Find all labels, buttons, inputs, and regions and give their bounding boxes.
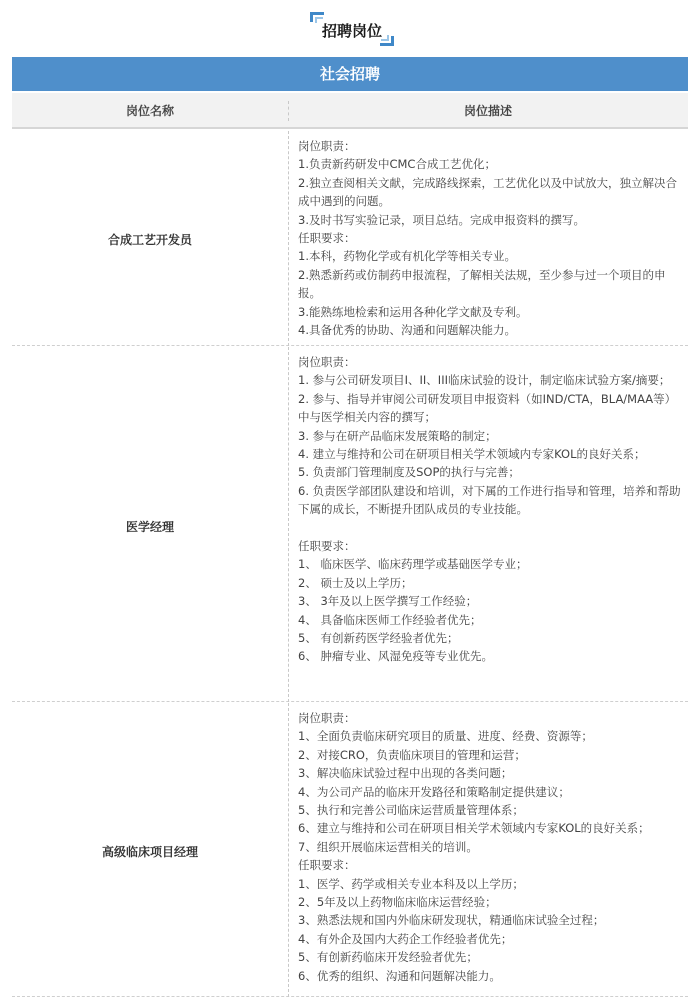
desc-line: 6、优秀的组织、沟通和问题解决能力。 — [298, 968, 501, 983]
desc-line: 1、全面负责临床研究项目的质量、进度、经费、资源等； — [298, 729, 593, 744]
desc-line: 5、执行和完善公司临床运营质量管理体系； — [298, 803, 524, 818]
section-title: 招聘岗位 — [321, 22, 382, 40]
desc-line: 6、建立与维持和公司在研项目相关学术领域内专家KOL的良好关系； — [298, 821, 650, 836]
desc-line: 任职要求： — [298, 539, 356, 554]
desc-line: 2、对接CRO，负责临床项目的管理和运营； — [298, 747, 526, 762]
section-title-block — [0, 8, 700, 48]
desc-line: 1.本科，药物化学或有机化学等相关专业。 — [298, 249, 516, 264]
table-header — [12, 93, 688, 129]
desc-line: 3、熟悉法规和国内外临床研发现状，精通临床试验全过程； — [298, 913, 605, 928]
table-row — [12, 131, 688, 346]
job-description — [298, 709, 686, 985]
social-recruitment-banner: 社会招聘 — [12, 57, 688, 91]
desc-line: 任职要求： — [298, 858, 356, 873]
desc-line: 2.熟悉新药或仿制药申报流程，了解相关法规，至少参与过一个项目的申报。 — [298, 267, 666, 301]
corner-bracket-icon — [381, 35, 389, 41]
job-description — [298, 137, 686, 339]
desc-line: 4、 具备临床医师工作经验者优先； — [298, 612, 482, 627]
column-divider — [288, 703, 289, 997]
desc-line: 岗位职责： — [298, 355, 356, 369]
job-title: 合成工艺开发员 — [107, 233, 192, 247]
table-row — [12, 347, 688, 702]
desc-line: 1、医学、药学或相关专业本科及以上学历； — [298, 876, 524, 891]
desc-line: 7、组织开展临床运营相关的培训。 — [298, 839, 478, 854]
column-divider — [288, 347, 289, 702]
job-title: 医学经理 — [125, 520, 174, 534]
desc-line: 2、 硕士及以上学历； — [298, 575, 413, 590]
desc-line: 2.独立查阅相关文献，完成路线探索，工艺优化以及中试放大，独立解决合成中遇到的问题。 — [298, 175, 677, 209]
desc-line: 3.及时书写实验记录，项目总结。完成申报资料的撰写。 — [298, 212, 585, 227]
desc-line: 岗位职责： — [298, 139, 356, 153]
desc-line: 5、 有创新药医学经验者优先； — [298, 631, 459, 646]
desc-line: 1. 参与公司研发项目I、II、III临床试验的设计，制定临床试验方案/摘要； — [298, 373, 671, 388]
desc-line: 3.能熟练地检索和运用各种化学文献及专利。 — [298, 304, 528, 319]
desc-line: 1.负责新药研发中CMC合成工艺优化； — [298, 157, 496, 172]
desc-line: 岗位职责： — [298, 711, 356, 725]
desc-line: 4、为公司产品的临床开发路径和策略制定提供建议； — [298, 784, 570, 799]
title-frame — [310, 12, 394, 46]
column-divider — [288, 131, 289, 346]
desc-spacer — [298, 519, 686, 537]
table-row — [12, 703, 688, 997]
desc-line: 1、 临床医学、临床药理学或基础医学专业； — [298, 557, 528, 572]
desc-line: 6、 肿瘤专业、风湿免疫等专业优先。 — [298, 649, 493, 664]
desc-line: 2、5年及以上药物临床临床运营经验； — [298, 895, 497, 910]
desc-line: 4.具备优秀的协助、沟通和问题解决能力。 — [298, 323, 516, 338]
desc-line: 任职要求： — [298, 231, 356, 246]
desc-line: 3、 3年及以上医学撰写工作经验； — [298, 594, 478, 609]
job-description — [298, 353, 686, 666]
desc-line: 4、有外企及国内大药企工作经验者优先； — [298, 931, 513, 946]
desc-line: 5、有创新药临床开发经验者优先； — [298, 950, 478, 965]
job-title: 高级临床项目经理 — [101, 845, 198, 859]
desc-line: 2. 参与、指导并审阅公司研发项目申报资料（如IND/CTA，BLA/MAA等）中与医学相关内容的撰写； — [298, 391, 677, 425]
desc-line: 3. 参与在研产品临床发展策略的制定； — [298, 428, 497, 443]
desc-line: 4. 建立与维持和公司在研项目相关学术领域内专家KOL的良好关系； — [298, 447, 646, 462]
desc-line: 5. 负责部门管理制度及SOP的执行与完善； — [298, 465, 520, 480]
desc-line: 6. 负责医学部团队建设和培训，对下属的工作进行指导和管理，培养和帮助下属的成长，不断提升团队成员的专业技能。 — [298, 483, 681, 517]
column-header-description: 岗位描述 — [463, 104, 512, 118]
column-header-name: 岗位名称 — [125, 104, 174, 118]
desc-line: 3、解决临床试验过程中出现的各类问题； — [298, 766, 513, 781]
